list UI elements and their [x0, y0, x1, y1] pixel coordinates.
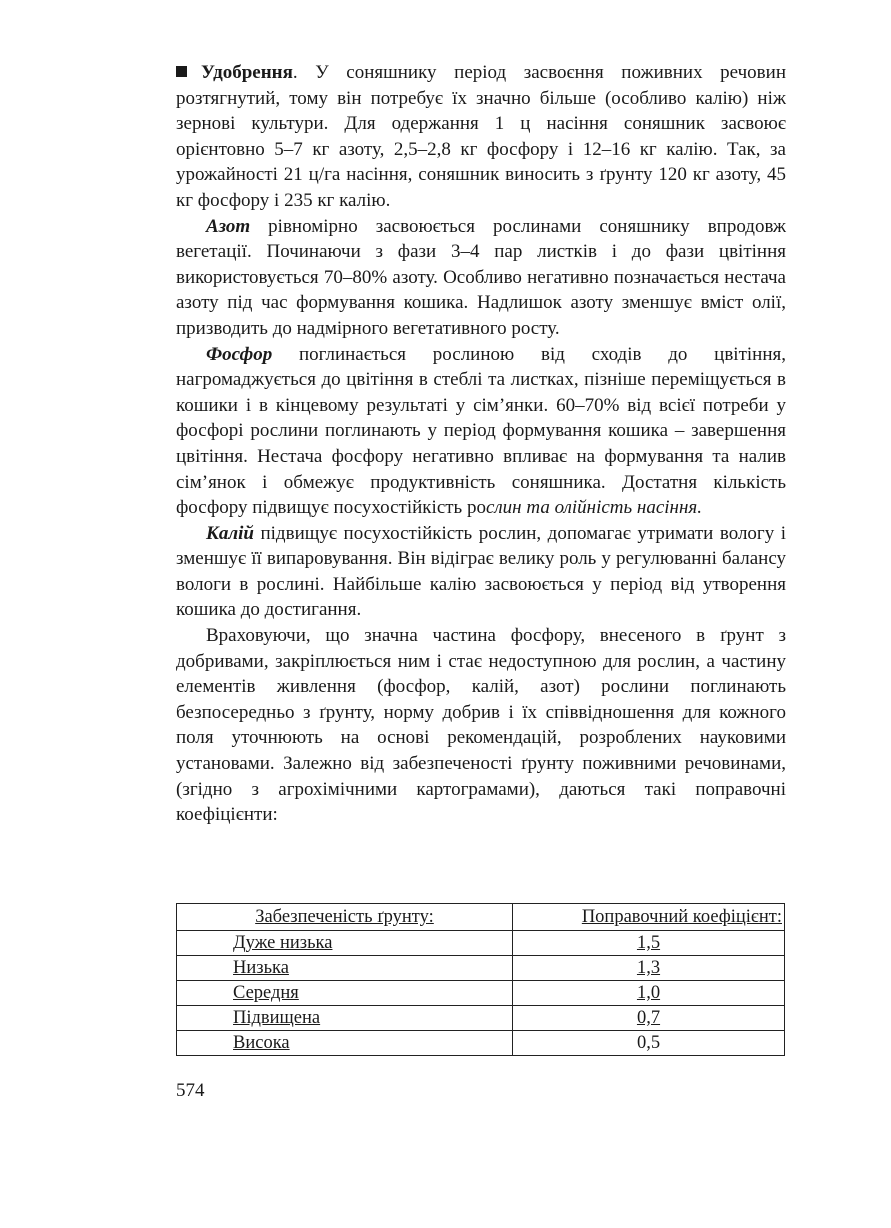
paragraph-recommendations — [176, 623, 786, 828]
paragraph-text: . У соняшнику період засвоєння поживних речовин розтягнутий, тому він потребує їх значно більше (особливо калію) ніж зернові культури. Для одержання 1 ц насіння соняшник засвоює орієнтовно 5–7 кг азоту, 2,5–2,8 кг фосфору і 12–16 кг калію. Так, за урожайності 21 ц/га насіння, соняшник виносить з ґрунту 120 кг азоту, 45 кг фосфору і 235 кг калію. — [176, 62, 786, 211]
row-label: Висока — [177, 1031, 513, 1056]
header-soil-supply: Забезпеченість ґрунту: — [177, 904, 513, 931]
square-bullet-icon — [176, 66, 187, 77]
paragraph-tail: слин та олійність насіння. — [485, 497, 702, 519]
row-label: Низька — [177, 956, 513, 981]
row-label: Підвищена — [177, 1006, 513, 1031]
table-row — [177, 981, 785, 1006]
row-label: Дуже низька — [177, 931, 513, 956]
row-value: 1,5 — [513, 931, 785, 956]
row-value: 1,0 — [513, 981, 785, 1006]
paragraph-text: рівномірно засвоюється рослинами соняшнику впродовж вегетації. Починаючи з фази 3–4 пар листків і до фази цвітіння використовується 70–80% азоту. Особливо негативно позначається нестача азоту під час формування кошика. Надлишок азоту зменшує вміст олії, призводить до надмірного вегетативного росту. — [176, 215, 786, 339]
table-header-row — [177, 904, 785, 931]
paragraph-lead: Удобрення — [201, 62, 293, 83]
table-row — [177, 931, 785, 956]
paragraph-nitrogen — [176, 214, 786, 342]
table-row — [177, 956, 785, 981]
row-value: 0,7 — [513, 1006, 785, 1031]
paragraph-text: Враховуючи, що значна частина фосфору, внесеного в ґрунт з добривами, закріплюється ним і стає недоступною для рослин, а частину елементів живлення (фосфор, калій, азот) рослини поглинають безпосередньо з ґрунту, норму добрив і їх співвідношення для кожного поля уточнюють на основі рекомендацій, розроблених науковими установами. Залежно від забезпеченості ґрунту поживними речовинами, (згідно з агрохімічними картограмами), даються такі поправочні коефіцієнти: — [176, 625, 786, 826]
paragraph-fertilizer — [176, 60, 786, 214]
page-number: 574 — [176, 1080, 205, 1101]
paragraph-lead: Калій — [206, 522, 254, 544]
paragraph-lead: Азот — [206, 215, 251, 237]
paragraph-text: поглинається рослиною від сходів до цвітіння, нагромаджується до цвітіння в стеблі та листках, пізніше переміщується в кошики і в кінцевому результаті у сім’янки. 60–70% від всієї потреби у фосфорі рослини поглинають у період формування кошика – завершення цвітіння. Нестача фосфору негативно впливає на формування та налив сім’янок і обмежує продуктивність соняшника. Достатня кількість фосфору підвищує посухостійкість ро — [176, 343, 786, 519]
header-coefficient: Поправочний коефіцієнт: — [513, 904, 785, 931]
table-row — [177, 1031, 785, 1056]
row-label: Середня — [177, 981, 513, 1006]
paragraph-lead: Фосфор — [206, 343, 273, 365]
correction-coefficient-table — [176, 903, 785, 1056]
paragraph-text: підвищує посухостійкість рослин, допомагає утримати вологу і зменшує її випаровування. Він відіграє велику роль у регулюванні балансу вологи в рослині. Найбільше калію засвоюється у період від утворення кошика до достигання. — [176, 522, 786, 621]
paragraph-phosphorus — [176, 342, 786, 521]
table-row — [177, 1006, 785, 1031]
row-value: 0,5 — [513, 1031, 785, 1056]
page-body — [176, 60, 786, 828]
row-value: 1,3 — [513, 956, 785, 981]
paragraph-potassium — [176, 521, 786, 623]
